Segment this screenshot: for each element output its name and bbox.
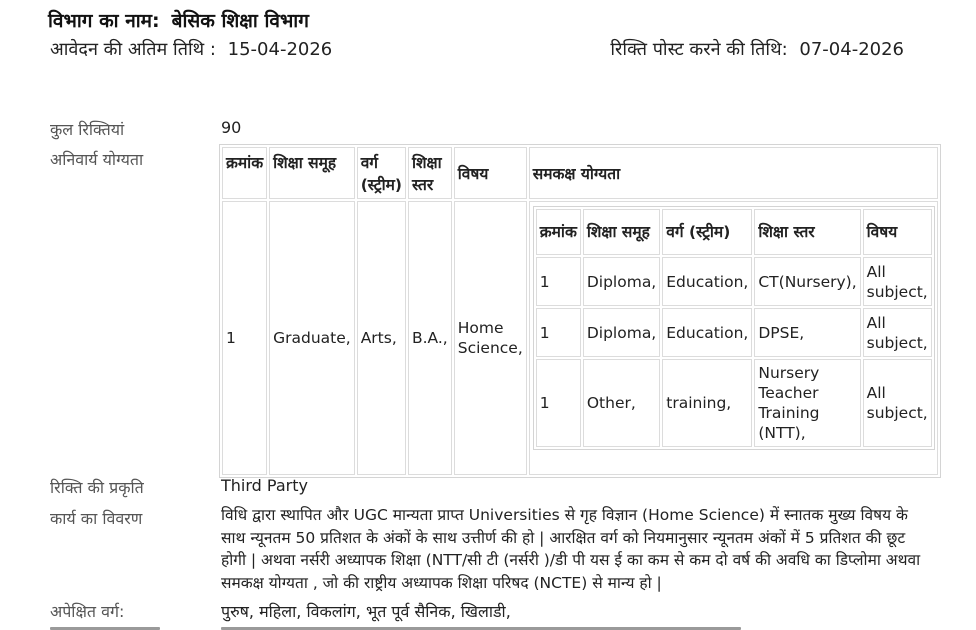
deadline-value: 15-04-2026 xyxy=(227,39,333,60)
department-heading xyxy=(48,7,309,33)
eq-header-serial: क्रमांक xyxy=(536,209,581,255)
qualification-table-header xyxy=(222,147,938,199)
qualification-row xyxy=(222,201,938,475)
department-value: बेसिक शिक्षा विभाग xyxy=(171,10,309,32)
row-serial: 1 xyxy=(222,201,267,475)
row-education-group: Graduate, xyxy=(269,201,355,475)
row-education-level: B.A., xyxy=(408,201,452,475)
department-label: विभाग का नाम: xyxy=(48,10,160,32)
eq-header-education-level: शिक्षा स्तर xyxy=(754,209,860,255)
eq-education-group: Other, xyxy=(583,359,660,447)
eq-education-level: DPSE, xyxy=(754,308,860,357)
required-qualification-label: अनिवार्य योग्यता xyxy=(50,150,144,169)
equivalent-header xyxy=(536,209,932,255)
total-vacancies-value: 90 xyxy=(221,118,242,137)
eq-education-group: Diploma, xyxy=(583,257,660,306)
header-education-group: शिक्षा समूह xyxy=(269,147,355,199)
vacancy-nature-label: रिक्ति की प्रकृति xyxy=(50,478,144,497)
eq-header-subject: विषय xyxy=(863,209,932,255)
eq-serial: 1 xyxy=(536,359,581,447)
header-serial: क्रमांक xyxy=(222,147,267,199)
expected-category-value: पुरुष, महिला, विकलांग, भूत पूर्व सैनिक, खिलाडी, xyxy=(221,602,511,621)
equivalent-row xyxy=(536,257,932,306)
eq-subject: All subject, xyxy=(863,257,932,306)
qualification-table xyxy=(219,144,941,478)
deadline-label: आवेदन की अतिम तिथि : xyxy=(50,39,216,60)
eq-education-level: CT(Nursery), xyxy=(754,257,860,306)
eq-header-stream: वर्ग (स्ट्रीम) xyxy=(662,209,752,255)
header-equivalent: समकक्ष योग्यता xyxy=(529,147,938,199)
header-stream: वर्ग (स्ट्रीम) xyxy=(357,147,406,199)
header-subject: विषय xyxy=(454,147,527,199)
equivalent-row xyxy=(536,308,932,357)
expected-category-label: अपेक्षित वर्ग: xyxy=(50,602,125,621)
equivalent-row xyxy=(536,359,932,447)
header-education-level: शिक्षा स्तर xyxy=(408,147,452,199)
eq-subject: All subject, xyxy=(863,308,932,357)
job-description-text: विधि द्वारा स्थापित और UGC मान्यता प्राप्त Universities से गृह विज्ञान (Home Science) में स्नातक मुख्य विषय के साथ न्यूनतम 50 प्रतिशत के अंकों के साथ उत्तीर्ण की हो | आरक्षित वर्ग को नियमानुसार न्यूनतम अंकों में 5 प्रतिशत की छूट होगी | अथवा नर्सरी अध्यापक शिक्षा (NTT/सी टी (नर्सरी )/डी पी यस ई का कम से कम दो वर्ष की अवधि का डिप्लोमा अथवा समकक्ष योग्यता , जो की राष्ट्रीय अध्यापक शिक्षा परिषद (NCTE) से मान्य हो | xyxy=(221,506,921,592)
eq-stream: training, xyxy=(662,359,752,447)
row-subject: Home Science, xyxy=(454,201,527,475)
eq-subject: All subject, xyxy=(863,359,932,447)
total-vacancies-label: कुल रिक्तियां xyxy=(50,120,125,139)
vacancy-post-date xyxy=(610,37,904,61)
row-stream: Arts, xyxy=(357,201,406,475)
clipped-next-label xyxy=(50,621,160,630)
eq-education-level: Nursery Teacher Training (NTT), xyxy=(754,359,860,447)
vacancy-nature-value: Third Party xyxy=(221,476,308,495)
equivalent-cell xyxy=(529,201,938,475)
job-description-label: कार्य का विवरण xyxy=(50,509,143,528)
clipped-next-value xyxy=(221,621,741,630)
eq-serial: 1 xyxy=(536,308,581,357)
post-date-value: 07-04-2026 xyxy=(799,39,904,60)
eq-header-education-group: शिक्षा समूह xyxy=(583,209,660,255)
eq-stream: Education, xyxy=(662,308,752,357)
eq-education-group: Diploma, xyxy=(583,308,660,357)
post-date-label: रिक्ति पोस्ट करने की तिथि: xyxy=(610,39,788,60)
application-deadline xyxy=(50,37,332,61)
eq-stream: Education, xyxy=(662,257,752,306)
equivalent-qualification-table xyxy=(533,206,935,450)
eq-serial: 1 xyxy=(536,257,581,306)
